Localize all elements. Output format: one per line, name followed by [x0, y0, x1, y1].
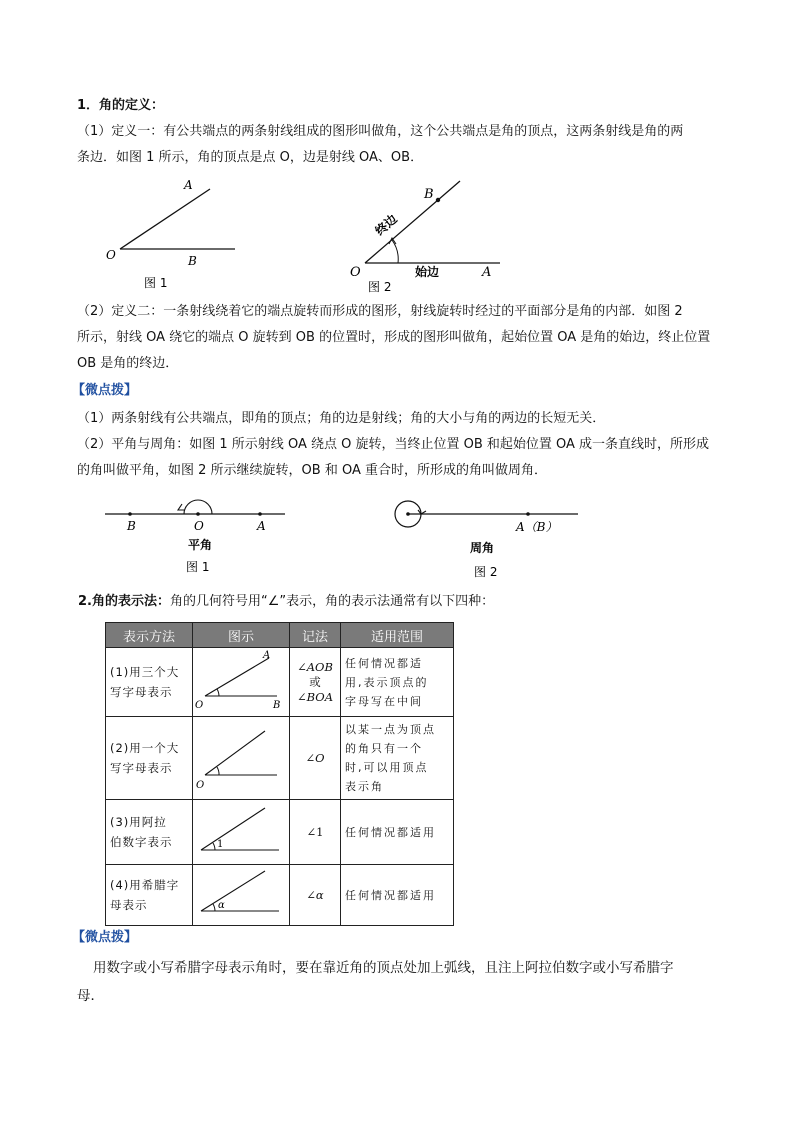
fig2-label-B: B — [424, 187, 434, 202]
point-O-dot — [196, 512, 200, 516]
full-angle-diagram — [390, 490, 590, 585]
figure-cell — [193, 717, 290, 800]
tip2-line1: （2）平角与周角：如图 1 所示射线 OA 绕点 O 旋转，当终止位置 OB 和起始位置 OA 成一条直线时，所形成 — [77, 437, 710, 452]
method-text: 写字母表示 — [110, 685, 173, 699]
fig2-label-A: A — [482, 265, 492, 280]
fig4-caption: 图 2 — [474, 565, 498, 579]
table-row — [106, 717, 454, 800]
definition1-line2: 条边．如图 1 所示，角的顶点是点 O，边是射线 OA、OB． — [77, 150, 424, 165]
method-text: 伯数字表示 — [110, 835, 173, 849]
notation-cell — [290, 865, 341, 926]
straight-angle-name: 平角 — [188, 538, 213, 552]
scope-cell — [341, 717, 454, 800]
row1-label-B: B — [273, 700, 281, 711]
scope-text: 任何情况都适用 — [345, 888, 436, 902]
row4-ray-2 — [201, 871, 265, 911]
fig1-label-O: O — [106, 248, 116, 262]
fig2-caption: 图 2 — [368, 280, 392, 294]
row3-angle-figure — [193, 800, 289, 860]
section2-intro: 角的几何符号用“∠”表示，角的表示法通常有以下四种： — [169, 594, 495, 609]
scope-text: 用,表示顶点的 — [345, 675, 429, 689]
scope-text: 任何情况都适 — [345, 656, 423, 670]
method-text: (2)用一个大 — [110, 741, 180, 755]
row2-ray-2 — [205, 731, 265, 775]
header-figure: 图示 — [193, 623, 290, 648]
row4-label-alpha: α — [218, 900, 225, 911]
tip1-line: （1）两条射线有公共端点，即角的顶点；角的边是射线；角的大小与角的两边的长短无关． — [77, 411, 606, 426]
method-text: (3)用阿拉 — [110, 815, 167, 829]
method-cell — [106, 648, 193, 717]
tip-final-line2: 母． — [77, 988, 104, 1004]
scope-text: 表示角 — [345, 780, 384, 793]
method-cell — [106, 717, 193, 800]
header-scope: 适用范围 — [341, 623, 454, 648]
ray-OA — [120, 189, 210, 249]
figure-cell — [193, 865, 290, 926]
point-B-dot — [128, 512, 132, 516]
method-cell — [106, 800, 193, 865]
header-method: 表示方法 — [106, 623, 193, 648]
row3-label-1: 1 — [217, 839, 224, 850]
notation-cell — [290, 648, 341, 717]
figure2-angle-diagram — [340, 178, 510, 298]
fig3-label-O: O — [194, 519, 204, 533]
fig1-label-A: A — [184, 178, 193, 192]
row4-arc — [213, 904, 215, 911]
row1-arc — [217, 689, 219, 696]
table-row — [106, 800, 454, 865]
definition2-line3: OB 是角的终边． — [77, 356, 179, 371]
straight-angle-arc — [184, 500, 212, 514]
fig3-caption: 图 1 — [186, 560, 210, 574]
notation-text: ∠O — [305, 751, 325, 765]
method-cell — [106, 865, 193, 926]
notation-text: ∠1 — [306, 825, 324, 839]
angle-notation-table — [105, 622, 454, 926]
row3-ray-2 — [201, 808, 265, 850]
tip-title-2: 【微点拨】 — [72, 930, 138, 945]
table-row — [106, 648, 454, 717]
definition2-line2: 所示，射线 OA 绕它的端点 O 旋转到 OB 的位置时，形成的图形叫做角，起始位置 OA 是角的始边，终止位置 — [77, 330, 711, 345]
notation-text: ∠BOA — [296, 690, 334, 704]
tip-title-1: 【微点拨】 — [72, 383, 138, 398]
row1-label-A: A — [263, 650, 271, 661]
method-text: 母表示 — [110, 898, 148, 912]
row1-label-O: O — [195, 700, 204, 711]
row1-angle-figure — [193, 648, 289, 712]
scope-cell — [341, 648, 454, 717]
fig1-caption: 图 1 — [144, 276, 168, 290]
table-header-row — [106, 623, 454, 648]
fig3-label-B: B — [127, 519, 136, 533]
method-text: (1)用三个大 — [110, 665, 180, 679]
method-text: 写字母表示 — [110, 761, 173, 775]
method-text: (4)用希腊字 — [110, 878, 180, 892]
row2-label-O: O — [196, 780, 205, 791]
notation-text: ∠α — [306, 888, 324, 902]
scope-cell — [341, 800, 454, 865]
fig2-terminal-label: 终边 — [372, 211, 400, 239]
fig1-label-B: B — [188, 254, 197, 268]
table-row — [106, 865, 454, 926]
section1-heading: 1．角的定义： — [77, 98, 165, 113]
notation-cell — [290, 800, 341, 865]
notation-text: ∠AOB — [297, 660, 333, 674]
row2-angle-figure — [193, 717, 289, 795]
vertex-dot — [406, 512, 410, 516]
row3-arc — [213, 843, 215, 850]
section2-heading-line — [78, 589, 494, 615]
point-AB-dot — [526, 512, 530, 516]
definition2-line1: （2）定义二：一条射线绕着它的端点旋转而形成的图形，射线旋转时经过的平面部分是角的内部．如图 2 — [77, 304, 683, 319]
notation-text: 或 — [309, 675, 321, 689]
scope-text: 的角只有一个 — [345, 742, 423, 755]
full-angle-name: 周角 — [470, 541, 495, 555]
notation-cell — [290, 717, 341, 800]
tip2-line2: 的角叫做平角，如图 2 所示继续旋转，OB 和 OA 重合时，所形成的角叫做周角． — [77, 463, 547, 478]
row4-angle-figure — [193, 865, 289, 921]
tip-final-line1: 用数字或小写希腊字母表示角时，要在靠近角的顶点处加上弧线，且注上阿拉伯数字或小写希腊字 — [93, 960, 674, 976]
figure-cell — [193, 648, 290, 717]
arc-arrow-icon — [178, 504, 185, 510]
scope-text: 时,可以用顶点 — [345, 761, 429, 774]
fig2-initial-label: 始边 — [415, 265, 440, 279]
header-notation: 记法 — [290, 623, 341, 648]
straight-angle-diagram — [100, 490, 290, 580]
point-B — [436, 198, 440, 202]
scope-text: 字母写在中间 — [345, 694, 423, 708]
fig4-label-AB: A（B） — [516, 520, 558, 534]
point-A-dot — [258, 512, 262, 516]
scope-text: 以某一点为顶点 — [345, 723, 436, 736]
fig3-label-A: A — [257, 519, 266, 533]
fig2-label-O: O — [350, 265, 361, 280]
section2-heading: 2.角的表示法： — [78, 594, 170, 609]
figure-cell — [193, 800, 290, 865]
row2-arc — [217, 767, 219, 775]
scope-cell — [341, 865, 454, 926]
row1-ray-OA — [205, 658, 269, 696]
scope-text: 任何情况都适用 — [345, 825, 436, 839]
figure1-angle-diagram — [100, 175, 250, 295]
definition1-line1: （1）定义一：有公共端点的两条射线组成的图形叫做角，这个公共端点是角的顶点，这两条射线是角的两 — [77, 124, 684, 139]
